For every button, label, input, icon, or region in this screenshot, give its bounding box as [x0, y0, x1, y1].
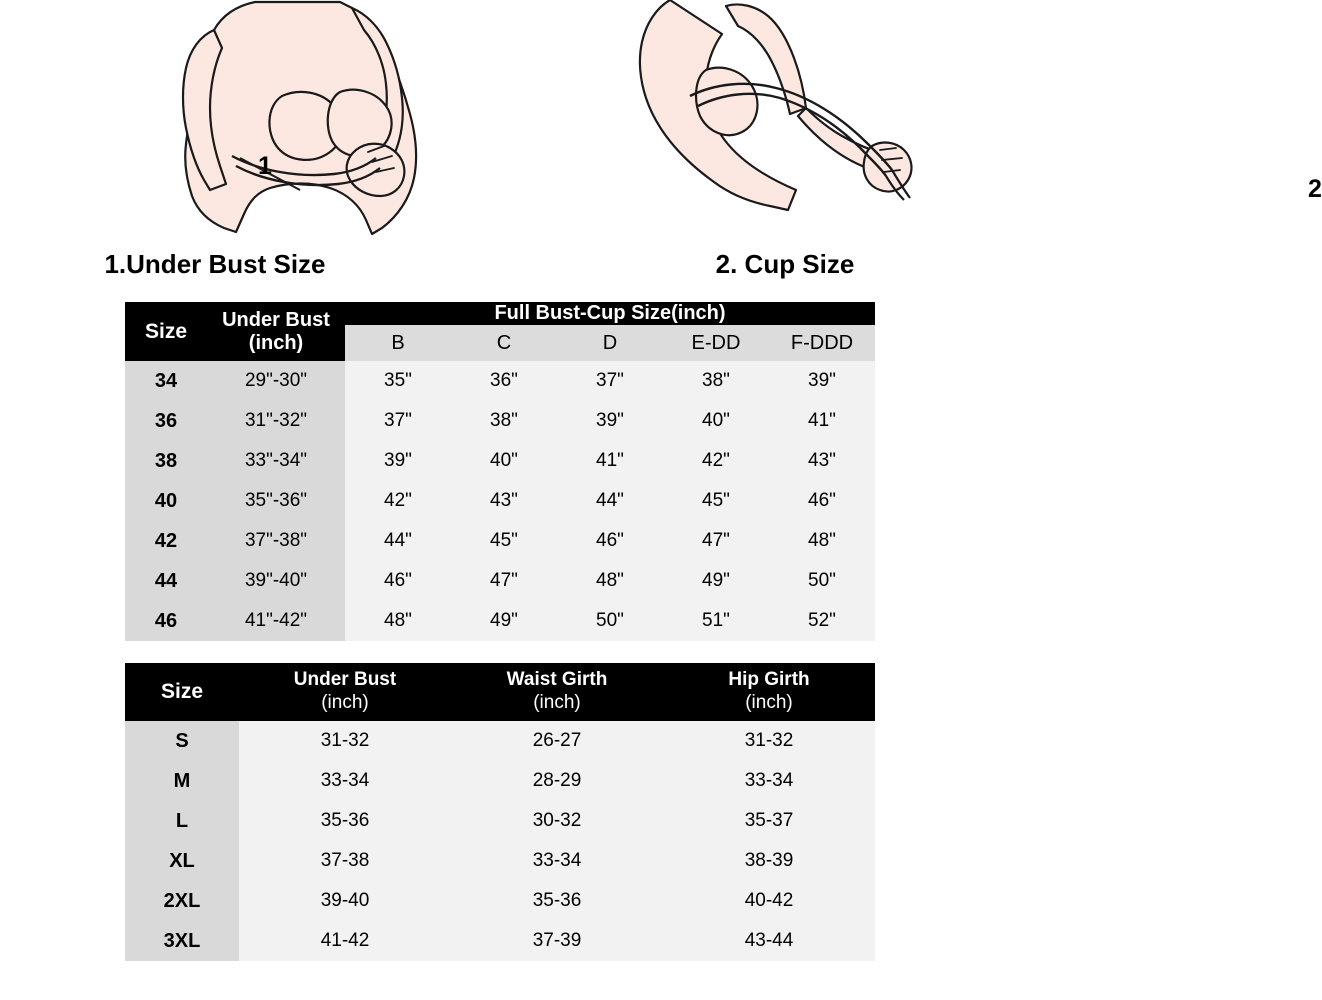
cell-hip: 43-44	[663, 921, 875, 961]
header-cup-d: D	[557, 325, 663, 361]
cell-cup-e-dd: 45"	[663, 481, 769, 521]
caption-step-2: 2. Cup Size	[715, 248, 855, 279]
body-size-table-wrapper	[125, 663, 875, 961]
cell-cup-e-dd: 40"	[663, 401, 769, 441]
table-row	[125, 841, 875, 881]
cell-cup-f-ddd: 46"	[769, 481, 875, 521]
cell-size: 38	[125, 441, 207, 481]
cell-waist: 26-27	[451, 721, 663, 761]
cell-size: S	[125, 721, 239, 761]
table-header-row	[125, 302, 875, 325]
cell-waist: 37-39	[451, 921, 663, 961]
header-hip-girth	[663, 663, 875, 721]
illustration-captions	[0, 240, 1000, 288]
cell-cup-f-ddd: 41"	[769, 401, 875, 441]
cell-cup-d: 48"	[557, 561, 663, 601]
cell-under-bust: 33-34	[239, 761, 451, 801]
cell-cup-b: 44"	[345, 521, 451, 561]
header-size: Size	[125, 663, 239, 721]
header-cup-c: C	[451, 325, 557, 361]
cell-waist: 30-32	[451, 801, 663, 841]
cell-hip: 35-37	[663, 801, 875, 841]
header-cup-b: B	[345, 325, 451, 361]
cell-size: 44	[125, 561, 207, 601]
cell-size: 46	[125, 601, 207, 641]
step-2-badge: 2	[1308, 175, 1322, 203]
cell-cup-d: 41"	[557, 441, 663, 481]
table-header-row	[125, 663, 875, 721]
cell-hip: 31-32	[663, 721, 875, 761]
cell-size: 34	[125, 361, 207, 401]
cell-cup-f-ddd: 52"	[769, 601, 875, 641]
cell-cup-c: 45"	[451, 521, 557, 561]
cell-under-bust: 37-38	[239, 841, 451, 881]
cell-cup-c: 49"	[451, 601, 557, 641]
woman-measuring-full-bust-icon	[500, 0, 1000, 240]
cell-size: 36	[125, 401, 207, 441]
cell-size: 3XL	[125, 921, 239, 961]
table-row	[125, 441, 875, 481]
header-size: Size	[125, 302, 207, 361]
cell-cup-c: 43"	[451, 481, 557, 521]
header-under-bust-line2: (inch)	[248, 331, 304, 354]
cell-size: M	[125, 761, 239, 801]
cell-cup-c: 38"	[451, 401, 557, 441]
header-full-bust: Full Bust-Cup Size(inch)	[345, 302, 875, 325]
cell-hip: 38-39	[663, 841, 875, 881]
cell-cup-c: 40"	[451, 441, 557, 481]
cell-hip: 40-42	[663, 881, 875, 921]
cell-cup-b: 46"	[345, 561, 451, 601]
cell-cup-f-ddd: 43"	[769, 441, 875, 481]
cell-under-bust: 39"-40"	[207, 561, 345, 601]
caption-step-1: 1.Under Bust Size	[104, 248, 326, 279]
cell-under-bust: 39-40	[239, 881, 451, 921]
cell-size: 42	[125, 521, 207, 561]
header-under-bust-line1: Under Bust	[222, 308, 330, 331]
table-row	[125, 721, 875, 761]
illustration-row	[0, 0, 1322, 240]
cell-under-bust: 29"-30"	[207, 361, 345, 401]
header-cup-e-dd: E-DD	[663, 325, 769, 361]
header-hip-line1: Hip Girth	[728, 669, 810, 691]
bra-size-table	[125, 302, 875, 641]
header-waist-girth	[451, 663, 663, 721]
cell-cup-c: 36"	[451, 361, 557, 401]
header-waist-line1: Waist Girth	[506, 669, 608, 691]
cell-waist: 28-29	[451, 761, 663, 801]
cell-cup-d: 46"	[557, 521, 663, 561]
cell-under-bust: 41-42	[239, 921, 451, 961]
cell-under-bust: 31-32	[239, 721, 451, 761]
illustration-step-1	[0, 0, 500, 240]
cell-cup-d: 50"	[557, 601, 663, 641]
header-hip-line2: (inch)	[745, 692, 793, 713]
cell-cup-c: 47"	[451, 561, 557, 601]
cell-under-bust: 37"-38"	[207, 521, 345, 561]
cell-cup-d: 39"	[557, 401, 663, 441]
table-row	[125, 921, 875, 961]
table-row	[125, 881, 875, 921]
cell-cup-e-dd: 49"	[663, 561, 769, 601]
cell-hip: 33-34	[663, 761, 875, 801]
cell-cup-b: 39"	[345, 441, 451, 481]
cell-cup-b: 35"	[345, 361, 451, 401]
cell-under-bust: 31"-32"	[207, 401, 345, 441]
header-under-bust-line1: Under Bust	[293, 669, 397, 691]
cell-under-bust: 35-36	[239, 801, 451, 841]
cell-size: XL	[125, 841, 239, 881]
cell-cup-e-dd: 51"	[663, 601, 769, 641]
cell-under-bust: 35"-36"	[207, 481, 345, 521]
table-row	[125, 761, 875, 801]
cell-cup-e-dd: 38"	[663, 361, 769, 401]
cell-cup-d: 37"	[557, 361, 663, 401]
header-under-bust	[207, 302, 345, 361]
header-under-bust-line2: (inch)	[321, 692, 369, 713]
cell-cup-e-dd: 47"	[663, 521, 769, 561]
cell-under-bust: 33"-34"	[207, 441, 345, 481]
table-row	[125, 401, 875, 441]
cell-cup-d: 44"	[557, 481, 663, 521]
step-1-badge: 1	[258, 152, 272, 180]
header-waist-line2: (inch)	[533, 692, 581, 713]
table-row	[125, 561, 875, 601]
table-row	[125, 601, 875, 641]
cell-under-bust: 41"-42"	[207, 601, 345, 641]
cell-cup-f-ddd: 50"	[769, 561, 875, 601]
cell-size: L	[125, 801, 239, 841]
cell-waist: 33-34	[451, 841, 663, 881]
bra-size-table-wrapper	[125, 302, 875, 641]
cell-waist: 35-36	[451, 881, 663, 921]
body-size-table	[125, 663, 875, 961]
cell-cup-f-ddd: 48"	[769, 521, 875, 561]
cell-cup-b: 48"	[345, 601, 451, 641]
table-row	[125, 801, 875, 841]
table-row	[125, 361, 875, 401]
table-row	[125, 481, 875, 521]
cell-cup-e-dd: 42"	[663, 441, 769, 481]
table-row	[125, 521, 875, 561]
header-under-bust	[239, 663, 451, 721]
cell-cup-b: 42"	[345, 481, 451, 521]
cell-cup-f-ddd: 39"	[769, 361, 875, 401]
cell-cup-b: 37"	[345, 401, 451, 441]
header-cup-f-ddd: F-DDD	[769, 325, 875, 361]
woman-measuring-under-bust-icon	[0, 0, 500, 240]
illustration-step-2	[500, 0, 1322, 240]
cell-size: 40	[125, 481, 207, 521]
cell-size: 2XL	[125, 881, 239, 921]
